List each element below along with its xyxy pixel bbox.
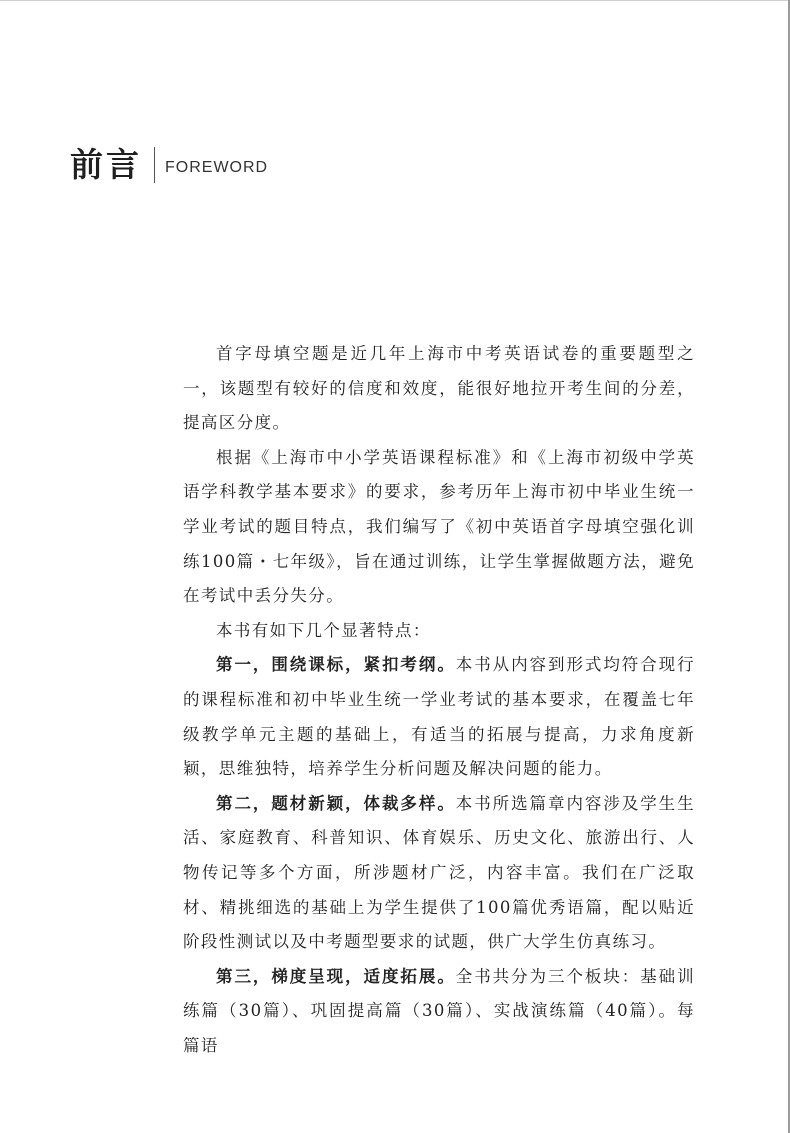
paragraph-5 bbox=[183, 787, 695, 960]
paragraph-3 bbox=[183, 614, 695, 649]
paragraph-6 bbox=[183, 960, 695, 1064]
paragraph-lead: 第一，围绕课标，紧扣考纲。 bbox=[216, 655, 456, 675]
paragraph-text: 根据《上海市中小学英语课程标准》和《上海市初级中学英语学科教学基本要求》的要求，参考历年上海市初中毕业生统一学业考试的题目特点，我们编写了《初中英语首字母填空强化训练100篇・七年级》，旨在通过训练，让学生掌握做题方法，避免在考试中丢分失分。 bbox=[183, 447, 695, 606]
title-divider bbox=[154, 147, 155, 183]
paragraph-2 bbox=[183, 441, 695, 614]
paragraph-lead: 第二，题材新颖，体裁多样。 bbox=[216, 793, 456, 813]
paragraph-text: 全书共分为三个板块：基础训练篇（30篇）、巩固提高篇（30篇）、实战演练篇（40篇）。每篇语 bbox=[183, 966, 696, 1055]
paragraph-text: 本书所选篇章内容涉及学生生活、家庭教育、科普知识、体育娱乐、历史文化、旅游出行、人物传记等多个方面，所涉题材广泛，内容丰富。我们在广泛取材、精挑细选的基础上为学生提供了100篇优秀语篇，配以贴近阶段性测试以及中考题型要求的试题，供广大学生仿真练习。 bbox=[183, 793, 696, 952]
paragraph-1 bbox=[183, 337, 695, 441]
page-top-edge bbox=[0, 0, 790, 1]
chapter-header bbox=[70, 142, 268, 188]
chapter-title: 前言 bbox=[70, 145, 142, 184]
foreword-body bbox=[183, 337, 695, 1063]
chapter-subtitle: FOREWORD bbox=[165, 159, 269, 176]
paragraph-4 bbox=[183, 648, 695, 786]
paragraph-text: 本书从内容到形式均符合现行的课程标准和初中毕业生统一学业考试的基本要求，在覆盖七年级教学单元主题的基础上，有适当的拓展与提高，力求角度新颖，思维独特，培养学生分析问题及解决问题的能力。 bbox=[183, 655, 696, 779]
paragraph-lead: 第三，梯度呈现，适度拓展。 bbox=[216, 966, 456, 986]
paragraph-text: 本书有如下几个显著特点： bbox=[216, 620, 431, 640]
paragraph-text: 首字母填空题是近几年上海市中考英语试卷的重要题型之一，该题型有较好的信度和效度，能很好地拉开考生间的分差，提高区分度。 bbox=[183, 344, 695, 433]
